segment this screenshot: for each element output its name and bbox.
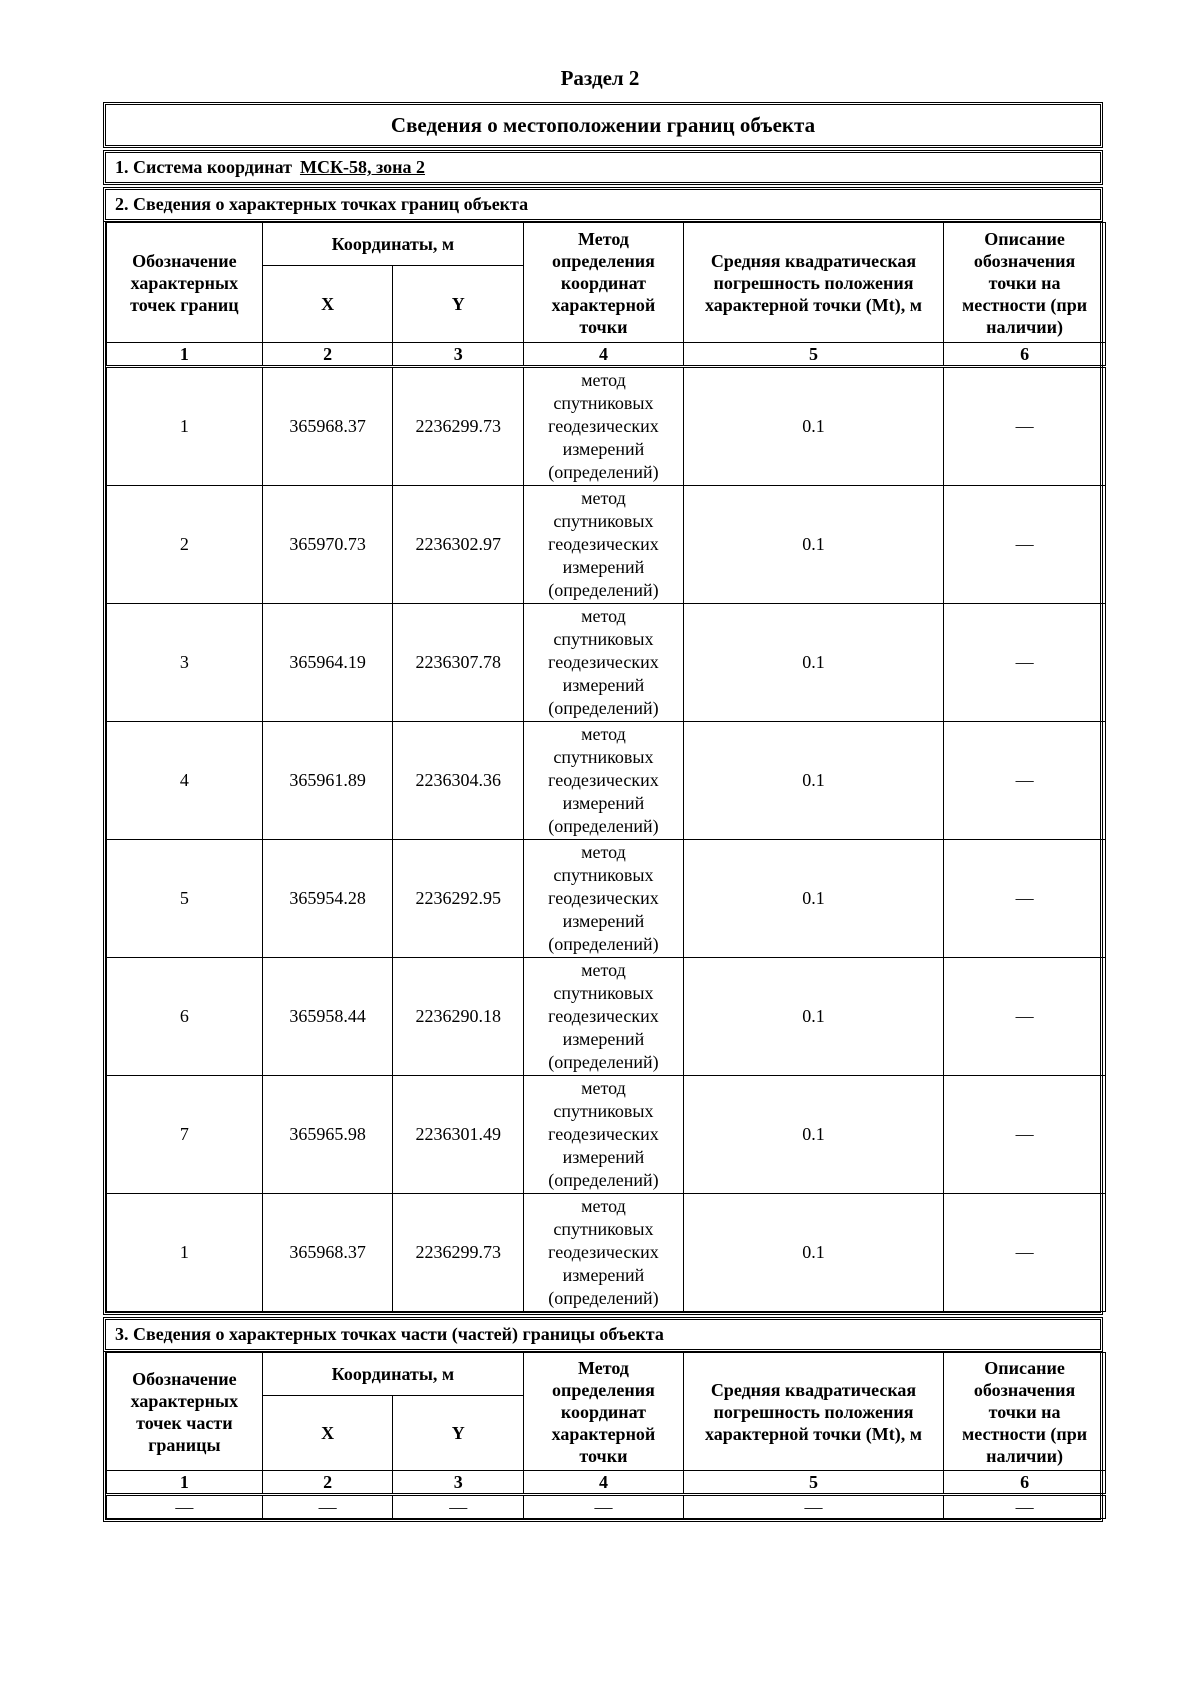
- error-cell: 0.1: [683, 367, 943, 486]
- empty-cell: —: [107, 1495, 263, 1519]
- y-cell: 2236302.97: [393, 486, 524, 604]
- header-error: Средняя квадратическая погрешность положения характерной точки (Mt), м: [683, 1353, 943, 1471]
- x-cell: 365964.19: [262, 604, 393, 722]
- header-method: Метод определения координат характерной точки: [524, 223, 684, 343]
- y-cell: 2236299.73: [393, 367, 524, 486]
- table-row: [107, 1495, 1106, 1519]
- header-description: Описание обозначения точки на местности (при наличии): [944, 1353, 1106, 1471]
- header-method: Метод определения координат характерной точки: [524, 1353, 684, 1471]
- error-cell: 0.1: [683, 1194, 943, 1312]
- y-cell: 2236299.73: [393, 1194, 524, 1312]
- table-row: [107, 486, 1106, 604]
- point-cell: 7: [107, 1076, 263, 1194]
- error-cell: 0.1: [683, 722, 943, 840]
- section2-table-wrap: [103, 222, 1103, 1315]
- description-cell: —: [944, 840, 1106, 958]
- column-numbers-row: [107, 1471, 1106, 1495]
- empty-cell: —: [524, 1495, 684, 1519]
- column-number: 1: [107, 1471, 263, 1495]
- header-point-designation: Обозначение характерных точек границ: [107, 223, 263, 343]
- point-cell: 4: [107, 722, 263, 840]
- error-cell: 0.1: [683, 840, 943, 958]
- method-cell: метод спутниковых геодезических измерений (определений): [524, 722, 684, 840]
- point-cell: 5: [107, 840, 263, 958]
- column-number: 5: [683, 343, 943, 367]
- y-cell: 2236307.78: [393, 604, 524, 722]
- document-title: Сведения о местоположении границ объекта: [103, 102, 1103, 148]
- empty-cell: —: [683, 1495, 943, 1519]
- x-cell: 365965.98: [262, 1076, 393, 1194]
- y-cell: 2236292.95: [393, 840, 524, 958]
- boundary-points-table: [106, 222, 1106, 1312]
- table-row: [107, 958, 1106, 1076]
- header-coordinates: Координаты, м: [262, 223, 523, 266]
- method-cell: метод спутниковых геодезических измерений (определений): [524, 1076, 684, 1194]
- description-cell: —: [944, 486, 1106, 604]
- header-x: X: [262, 1396, 393, 1471]
- table-row: [107, 1194, 1106, 1312]
- column-number: 2: [262, 1471, 393, 1495]
- header-coordinates: Координаты, м: [262, 1353, 523, 1396]
- header-description: Описание обозначения точки на местности (при наличии): [944, 223, 1106, 343]
- header-point-designation: Обозначение характерных точек части границы: [107, 1353, 263, 1471]
- column-number: 4: [524, 343, 684, 367]
- description-cell: —: [944, 367, 1106, 486]
- column-number: 5: [683, 1471, 943, 1495]
- error-cell: 0.1: [683, 486, 943, 604]
- table-row: [107, 367, 1106, 486]
- header-x: X: [262, 266, 393, 343]
- method-cell: метод спутниковых геодезических измерений (определений): [524, 486, 684, 604]
- section2-label: 2. Сведения о характерных точках границ объекта: [103, 187, 1103, 222]
- description-cell: —: [944, 1194, 1106, 1312]
- table-row: [107, 722, 1106, 840]
- description-cell: —: [944, 722, 1106, 840]
- column-number: 3: [393, 343, 524, 367]
- table-header-row: [107, 1353, 1106, 1396]
- document-body: [103, 102, 1103, 1522]
- empty-cell: —: [262, 1495, 393, 1519]
- header-error: Средняя квадратическая погрешность положения характерной точки (Mt), м: [683, 223, 943, 343]
- section3-label: 3. Сведения о характерных точках части (частей) границы объекта: [103, 1317, 1103, 1352]
- table-row: [107, 1076, 1106, 1194]
- method-cell: метод спутниковых геодезических измерений (определений): [524, 958, 684, 1076]
- point-cell: 3: [107, 604, 263, 722]
- method-cell: метод спутниковых геодезических измерений (определений): [524, 367, 684, 486]
- column-number: 4: [524, 1471, 684, 1495]
- description-cell: —: [944, 604, 1106, 722]
- table-row: [107, 604, 1106, 722]
- column-number: 6: [944, 1471, 1106, 1495]
- point-cell: 2: [107, 486, 263, 604]
- coordinate-system-value: МСК-58, зона 2: [299, 157, 426, 177]
- empty-cell: —: [944, 1495, 1106, 1519]
- method-cell: метод спутниковых геодезических измерений (определений): [524, 840, 684, 958]
- point-cell: 1: [107, 1194, 263, 1312]
- x-cell: 365968.37: [262, 1194, 393, 1312]
- header-y: Y: [393, 266, 524, 343]
- coordinate-system-label: 1. Система координат: [115, 157, 292, 177]
- method-cell: метод спутниковых геодезических измерений (определений): [524, 604, 684, 722]
- column-number: 2: [262, 343, 393, 367]
- column-number: 1: [107, 343, 263, 367]
- column-numbers-row: [107, 343, 1106, 367]
- x-cell: 365954.28: [262, 840, 393, 958]
- point-cell: 6: [107, 958, 263, 1076]
- coordinate-system-line: [103, 150, 1103, 185]
- error-cell: 0.1: [683, 604, 943, 722]
- description-cell: —: [944, 958, 1106, 1076]
- error-cell: 0.1: [683, 1076, 943, 1194]
- y-cell: 2236290.18: [393, 958, 524, 1076]
- table-header-row: [107, 223, 1106, 266]
- y-cell: 2236304.36: [393, 722, 524, 840]
- column-number: 3: [393, 1471, 524, 1495]
- y-cell: 2236301.49: [393, 1076, 524, 1194]
- x-cell: 365958.44: [262, 958, 393, 1076]
- column-number: 6: [944, 343, 1106, 367]
- method-cell: метод спутниковых геодезических измерений (определений): [524, 1194, 684, 1312]
- table-row: [107, 840, 1106, 958]
- point-cell: 1: [107, 367, 263, 486]
- x-cell: 365968.37: [262, 367, 393, 486]
- page-heading: Раздел 2: [560, 66, 640, 90]
- x-cell: 365961.89: [262, 722, 393, 840]
- part-boundary-points-table: [106, 1352, 1106, 1519]
- description-cell: —: [944, 1076, 1106, 1194]
- x-cell: 365970.73: [262, 486, 393, 604]
- error-cell: 0.1: [683, 958, 943, 1076]
- header-y: Y: [393, 1396, 524, 1471]
- section3-table-wrap: [103, 1352, 1103, 1522]
- empty-cell: —: [393, 1495, 524, 1519]
